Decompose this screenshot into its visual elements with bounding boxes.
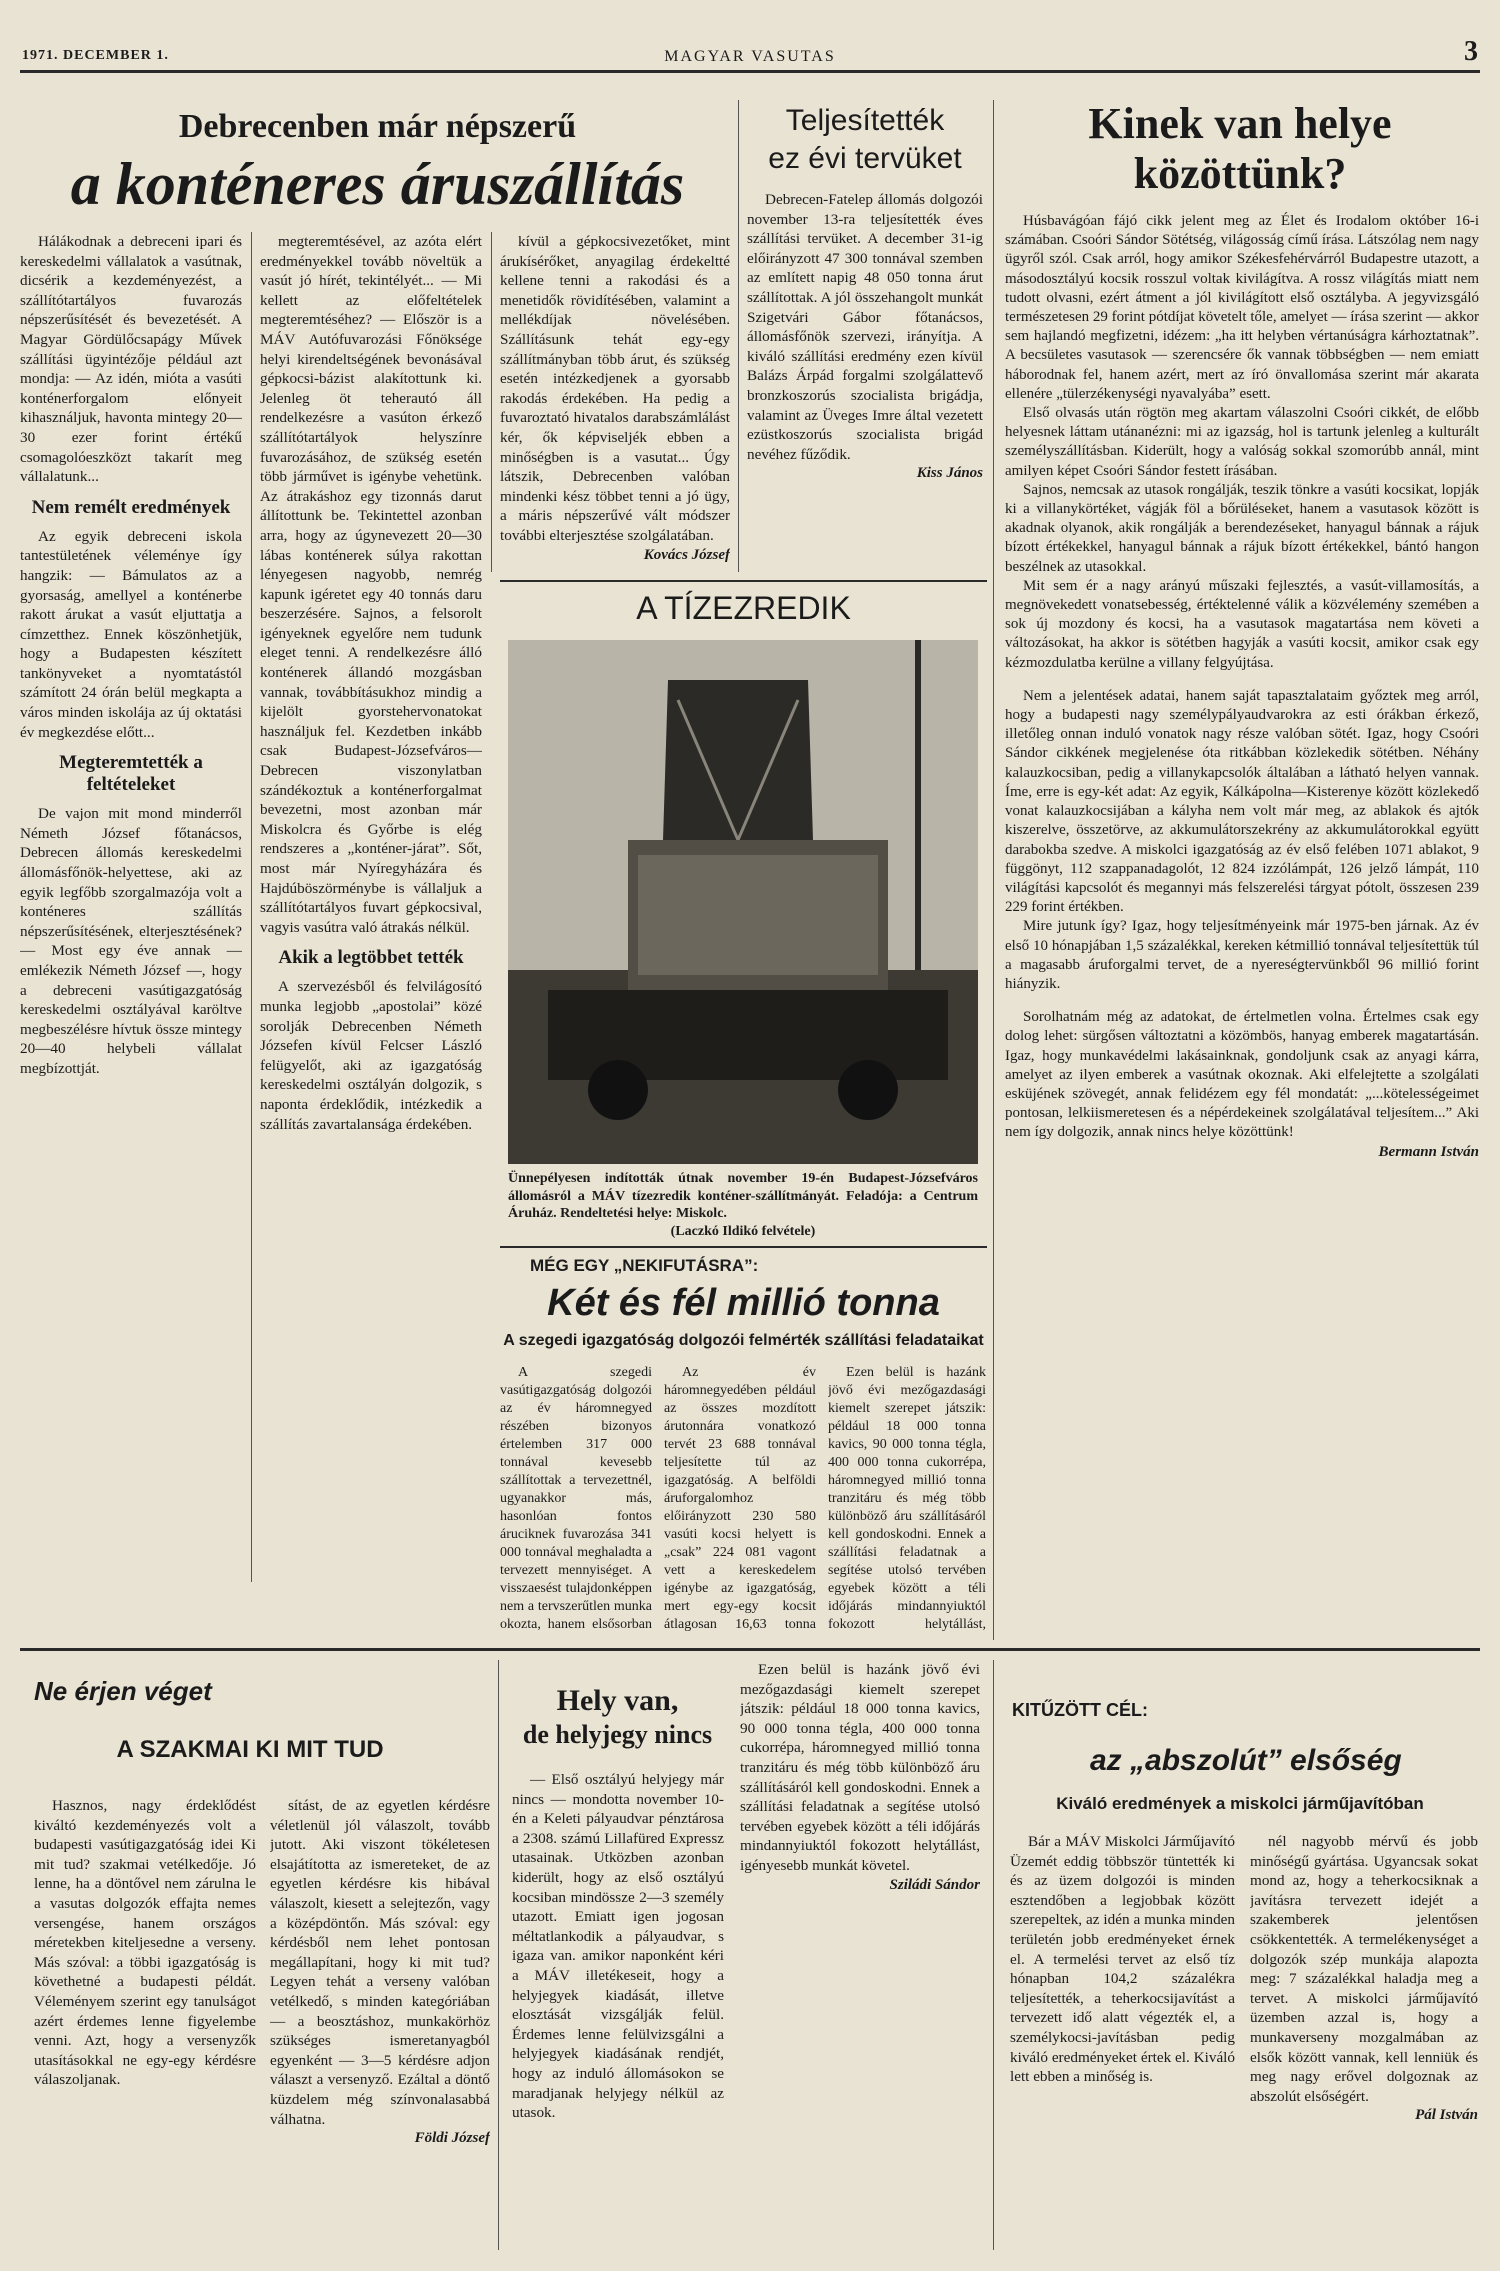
absolute-kicker: KITŰZÖTT CÉL: — [1012, 1700, 1148, 1720]
contest-signature: Földi József — [414, 2130, 490, 2147]
photo-caption — [508, 1170, 978, 1240]
containers-signature: Kovács József — [643, 546, 730, 563]
seat-paragraph-3: Sajnos, nemcsak az utasok rongálják, teszik tönkre a vasúti kocsikat, lopják ki a villanykörtéket, vágják föl a bőrüléseket, hanem a vasutasok között is akadnak olyanok, akik rongálják a berendezéseket, hanyagul bánnak a rájuk bízott értékekkel, hanyagul bánnak a rájuk bízott értékekkel, bántó hangon beszélnek az utasokkal. — [1005, 481, 1479, 575]
container-crane-photo — [508, 640, 978, 1164]
million-column-3 — [828, 1364, 986, 1634]
seats-continued-text: Ezen belül is hazánk jövő évi mezőgazdasági kiemelt szerepet játszik: például 18 000 tonna kavics, 90 000 tonna tégla, 400 000 tonna cukorrépa, háromnegyed millió tonna tranzitáru és még több különböző áru szállításáról kell gondoskodni. Ennek a szállítási feladatnak a segítése utolsó tervében egyebek között a téli időjárás mindannyiuktól fokozott helytállást, igényesebb munkát követel. — [740, 1661, 980, 1874]
plan-title-1: Teljesítették — [785, 104, 945, 137]
column-rule — [993, 100, 994, 1640]
plan-signature: Kiss János — [916, 465, 983, 482]
containers-subhead-3: Akik a legtöbbet tették — [278, 947, 464, 969]
seat-title-2: közöttünk? — [1133, 149, 1347, 198]
seat-signature: Bermann István — [1378, 1143, 1479, 1160]
million-text-3: Ezen belül is hazánk jövő évi mezőgazdasági kiemelt szerepet játszik: például 18 000 tonna kavics, 90 000 tonna tégla, 400 000 tonna cukorrépa, háromnegyed millió tonna tranzitáru és még több különböző áru szállításáról kell gondoskodni. Ennek a szállítási feladatnak a segítése utolsó tervében egyebek között a téli időjárás mindannyiuktól fokozott helytállást, — [828, 1365, 986, 1632]
containers-subhead-1: Nem remélt eredmények — [31, 496, 231, 518]
containers-body-1b: Az egyik debreceni iskola tantestületének véleménye így hangzik: — Bámulatos az a gyorsaság, amellyel a konténerbe rakott árukat a vasút eljuttatja a címzetthez. Ennek köszönhetjük, hogy a Budapesten készített tankönyveket a nyomtatástól számított 24 órán belül megkapta a város minden iskolája az új oktatási év megkezdése előtt... — [20, 527, 242, 741]
seats-text-1: — Első osztályú helyjegy már nincs — mondotta november 10-én a Keleti pályaudvar pénztárosa a 2308. számú Lillafüred Expressz utasainak. Utközben azonban kiderült, hogy az első osztályú kocsiban mindössze 2—3 személy utazott. Emiatt igen jogosan méltatlankodik a pályaudvar, s igaza van. amikor naponként kéri a MÁV illetékeseit, hogy a helyjegyek kiadását, illetve elosztását vizsgálják felül. Érdemes lenne felülvizsgálni a helyjegyek kiadásának rendjét, hogy az induló állomásokon se maradjanak helyjegy nélkül az utasok. — [512, 1771, 724, 2122]
absolute-signature: Pál István — [1415, 2107, 1478, 2124]
plan-text: Debrecen-Fatelep állomás dolgozói november 13-ra teljesítették éves szállítási tervüket. A december 31-ig előirányzott 47 300 tonnával szemben az említett napig 48 050 tonna árut szállítottak. A jól összehangolt munkát Szigetvári Gábor főtanácsos, állomásfőnök szervezi, irányítja. A kiváló szállítási eredmény ezen kívül Balázs Árpád forgalmi szolgálattevő bronzkoszorús szocialista brigádja, valamint az Üveges Imre által vezetett ezüstkoszorús szocialista brigád nevéhez fűződik. — [747, 191, 983, 463]
contest-text-1: Hasznos, nagy érdeklődést kiváltó kezdeményezés volt a budapesti vasútigazgatóság idei Ki mit tud? szakmai vetélkedője. Jó lenne, ha a döntővel nem zárulna le a vasutas dolgozók effajta nemes versengése, hanem országos méretekben kiteljesedne a verseny. Más szóval: a többi igazgatóság is követhetné a budapesti példát. Véleményem szerint egy tanulságot azért érdemes lenne figyelembe venni. Azt, hogy a versenyzők utasításokkal ne egy-egy kérdésre válaszoljanak. — [34, 1797, 256, 2089]
lower-section-rule — [20, 1648, 1480, 1651]
contest-kicker: Ne érjen véget — [34, 1676, 212, 1706]
absolute-subtitle: Kiváló eredmények a miskolci járműjavítóban — [1056, 1794, 1424, 1813]
plan-title-2: ez évi tervüket — [768, 142, 962, 175]
contest-column-2 — [270, 1796, 490, 2256]
million-subtitle: A szegedi igazgatóság dolgozói felmérték szállítási feladataikat — [503, 1332, 984, 1349]
photo-caption-text: Ünnepélyesen indították útnak november 19-én Budapest-Józsefváros állomásról a MÁV tízezredik konténer-szállítmányát. Feladója: a Centrum Áruház. Rendeltetési helye: Miskolc. — [508, 1171, 978, 1221]
section-rule — [500, 580, 987, 582]
contest-column-1 — [34, 1796, 256, 2256]
seat-paragraph-1: Húsbavágóan fájó cikk jelent meg az Élet és Irodalom október 16-i számában. Csoóri Sándor Sötétség, világosság című írása. Látszólag nem nagy ügyről szól. Csak arról, hogy amikor Székesfehérvárról Budapestre utazott, a másodosztályú kocsik rosszul voltak kivilágítva. A rossz világítás miatt nem tudott olvasni, ezért átment a jól kivilágított első osztályba. A jegyvizsgáló természetesen 29 forint pótdíjat követelt tőle, amelyet — írása szerint — akkor sem hajlandó megfizetni, idézem: „ha itt helyben vértanúságra kárhoztatnak”. A becsületes vasutasok — szerencsére ők vannak többségben — nem emiatt háborodnak fel, hanem azért, mert az író önvallomása szerint már akarata ellenére „tülerzékenységi nyavalyába” esett. — [1005, 213, 1479, 402]
containers-subhead-2: Megteremtették a feltételeket — [59, 752, 203, 796]
column-rule — [491, 232, 492, 572]
masthead-rule — [20, 70, 1480, 73]
section-rule — [500, 1246, 987, 1248]
absolute-text-2: nél nagyobb mérvű és jobb minőségű gyártása. Ugyancsak sokat mond az, hogy a teherkocsiknak a javításra tervezett idejét a szakemberek jelentősen csökkentették. A termelékenységet a dolgozók szép munkája alapozta meg: 7 százalékkal haladja meg a tervet. A miskolci járműjavító üzemben azzal is, hogy a munkaverseny mozgalmában az elsők között vannak, kell lenniük és meg nagy erővel dolgoznak az abszolút elsőségért. — [1250, 1833, 1478, 2105]
absolute-title: az „abszolút” elsőség — [1090, 1744, 1402, 1777]
seat-paragraph-4: Mit sem ér a nagy arányú műszaki fejlesztés, a vasút-villamosítás, a megnövekedett vonatsebesség, értéktelenné válik a közvélemény szemében a sok új mozdony és kocsi, ha a vasutasok magatartása nem követi a változásokat, ha akkor is sötétben hagyják a vasúti kocsit, amikor csak egy kézmozdulatba kerülne a villany felgyújtása. — [1005, 577, 1479, 671]
masthead-date: 1971. DECEMBER 1. — [22, 48, 169, 63]
million-title: Két és fél millió tonna — [547, 1282, 940, 1324]
masthead-paper: MAGYAR VASUTAS — [664, 48, 836, 65]
seat-paragraph-5: Nem a jelentések adatai, hanem saját tapasztalataim győztek meg arról, hogy a budapesti nagy személypályaudvarokra az esti órákban érkező, illetőleg onnan induló vonatok nagy része valóban sötét. Igaz, hogy Csoóri Sándor cikkének megjelenése óta ritkábban közlekedik sötétben. Néhány kalauzkocsiban, pedig a villanykapcsolók általában a látható helyen vannak. Íme, erre is egy-két adat: Az egyik, Kálkápolna—Kisterenye között közlekedő vonat kalauzkocsijában a kályha nem volt már meg, az ablakok és ajtók kiszerelve, összetörve, az akkumulátorszekrény az akkumulátorokkal együtt darabokba szedve. A miskolci igazgatóság az év első felében 1071 ablakot, 9 függönyt, 112 szappanadagolót, 12 824 izzólámpát, 126 jelző lámpát, 110 világítási kapcsolót és megannyi más felszerelési tárgyat pótolt, összesen 239 229 forint értékben. — [1005, 687, 1479, 916]
absolute-column-2 — [1250, 1832, 1478, 2252]
containers-kicker: Debrecenben már népszerű — [178, 108, 577, 145]
column-rule — [993, 1660, 994, 2250]
containers-title: a konténeres áruszállítás — [70, 151, 685, 217]
seats-title-2: de helyjegy nincs — [522, 1720, 713, 1749]
containers-body-2: megteremtésével, az azóta elért eredményekkel tovább növeltük a vasút jó hírét, tekintélyét... — Mi kellett az előfeltételek megteremtéséhez? — Először is a MÁV Autófuvarozási Főnöksége helyi kirendeltségének bevonásával gépkocsi-bázist alakítottunk ki. Jelenleg öt teherautó áll rendelkezésre a vasúton érkező szállítótartályok helyszínre fuvarozásához, de szükség esetén több járművet is igénybe vehetünk. Az átrakáshoz egy tizonnás darut állítottunk be. Tekintettel azonban arra, hogy az úgynevezett 20—30 lábas konténerek súlya rakottan lényegesen nagyobb, nemrég kapunk igéretet egy 40 tonnás daru beszerzésére. Sajnos, a felsorolt igényeknek egyelőre nem tudunk eleget tenni. A rendelkezésre álló konténerek állandó mozgásban vannak, továbbításukhoz mindig a kijelölt gyorstehervonatokat használjuk fel. Kezdetben inkább csak Budapest-Józsefváros—Debrecen viszonylatban szándékoztuk a konténerforgalmat bevezetni, most azonban már Miskolcra és Győrbe is elég rendszeres a „konténer-járat”. Sőt, most már Nyíregyházára és Hajdúböszörménybe is vállaljuk a szállítótartályos fuvart gépkocsival, vagyis vasútra való átrakás nélkül. — [260, 233, 482, 936]
seat-paragraph-6: Mire jutunk így? Igaz, hogy teljesítményeink már 1975-ben járnak. Az év első 10 hónapjában 1,5 százalékkal, kereken kétmillió tonnával teljesítettük túl a magasabb áruforgalmi tervet, de a nyereségtervünkből 96 millió forint hiányzik. — [1005, 918, 1479, 992]
column-rule — [251, 232, 252, 1582]
containers-intro: Hálákodnak a debreceni ipari és kereskedelmi vállalatok a vasútnak, dicsérik a kezdeményezést, a szállítótartályos fuvarozás népszerűsítését és bevezetését. A Magyar Gördülőcsapágy Művek szállítási ügyintézője például azt mondja: — Az idén, mióta a vasúti konténerforgalom előnyeit kihasználjuk, havonta mintegy 20—30 ezer forint értékű csomagolóeszközt takarít meg vállalatunk... — [20, 233, 242, 486]
seats-signature: Sziládi Sándor — [889, 1876, 980, 1893]
containers-column-1 — [20, 232, 242, 1582]
column-rule — [738, 100, 739, 572]
seat-paragraph-7: Sorolhatnám még az adatokat, de értelmetlen volna. Értelmes csak egy dolog lehet: sürgősen változtatni a közömbös, hanyag emberek magatartásán. Igaz, hogy munkavédelmi lakásainknak, gondoljunk csak az anyagi kárra, amelyet az ilyen emberek a vasútnak okoznak. Aki elfelejtette a szolgálati esküjének szövegét, annak felidézem egy fél mondatát: „...kötelességeimet pontosan, lelkiismeretesen és a népérdekeinek szolgálatával teljesítem...” Aki nem így dolgozik, annak nincs helye közöttünk! — [1005, 1009, 1479, 1141]
million-column-2 — [664, 1364, 816, 1634]
seat-title-1: Kinek van helye — [1088, 99, 1392, 148]
million-column-1 — [500, 1364, 652, 1634]
seat-body — [1005, 212, 1479, 1637]
seats-column-2 — [740, 1660, 980, 2250]
column-rule — [498, 1660, 499, 2250]
seat-paragraph-2: Első olvasás után rögtön meg akartam válaszolni Csoóri cikkét, de előbb helyesnek láttam utánanézni: mi az igazság, hol is tartunk jelenleg a kulturált személyszállításban. Kiderült, hogy a valóság sokkal szomorúbb annál, mint amilyen képet Csoóri Sándor festett írásában. — [1005, 405, 1479, 479]
page-number: 3 — [1464, 36, 1478, 67]
crane-photo-illustration — [508, 640, 978, 1164]
contest-title: A SZAKMAI KI MIT TUD — [116, 1736, 384, 1763]
million-text-1: A szegedi vasútigazgatóság dolgozói az év háromnegyed részében bizonyos értelemben 317 000 tonnával kevesebb szállítottak a tervezettnél, ugyanakkor más, hasonlóan fontos áruciknek fuvarozása 341 000 tonnával meghaladta a tervezett mennyiséget. A visszaesést tulajdonképpen nem a tervszerűtlen munka okozta, hanem elsősorban — [500, 1365, 652, 1632]
plan-body — [747, 190, 983, 580]
containers-column-3 — [500, 232, 730, 572]
absolute-column-1 — [1010, 1832, 1235, 2252]
containers-body-2b: A szervezésből és felvilágosító munka legjobb „apostolai” közé sorolják Debrecenben Németh Józsefen kívül Felcser László felügyelőt, aki az igazgatóság kereskedelmi osztályán dolgozik, s naponta érdeklődik, intézkedik a szállítás zavartalansága érdekében. — [260, 978, 482, 1133]
photo-title: A TÍZEZREDIK — [636, 590, 851, 626]
containers-column-2 — [260, 232, 482, 1582]
million-kicker: MÉG EGY „NEKIFUTÁSRA”: — [530, 1256, 759, 1275]
containers-body-3: kívül a gépkocsivezetőket, mint árukísérőket, anyagilag érdekeltté kellene tenni a rakodási és a menetidők rövidítésében, valamint a mellékdíjak növelésében. Szállításunk tehát egy-egy szállítmányban több árut, és szükség esetén intézkedjenek a gyorsabb rakodás érdekében. Ha pedig a fuvaroztató hivatalos darabszámlálást kér, ők képviseljék ebben a minőségben is a vasutat... Úgy látszik, Debrecenben valóban mindenki kész többet tenni a jó ügy, a máris népszerűvé vált módszer további elterjesztése szolgálatában. — [500, 233, 730, 544]
absolute-text-1: Bár a MÁV Miskolci Járműjavító Üzemét eddig többször tüntették ki és az üzem dolgozói is minden esztendőben a legjobbak között szerepeltek, az idén a munka minden területén jobb eredményeket érnek el. A termelési tervet az első tíz hónapban 104,2 százalékra teljesítették, a teherkocsijavítást a tervezett idő alatt végezték el, a személykocsi-javításban pedig kiváló eredményeket értek el. Kiváló lett ebben a minőség is. — [1010, 1833, 1235, 2086]
seats-title-1: Hely van, — [556, 1684, 679, 1717]
million-text-2: Az év háromnegyedében például az összes mozdított árutonnára vonatkozó tervét 23 688 tonnával teljesítette túl az igazgatóság. A belföldi áruforgalomhoz előirányzott 230 580 vasúti kocsi helyett is „csak” 224 081 vagont vett a kereskedelem igénybe az igazgatóság, mert egy-egy kocsit átlagosan 16,63 tonna — [664, 1365, 816, 1632]
photo-credit: (Laczkó Ildikó felvétele) — [670, 1223, 816, 1239]
containers-body-1c: De vajon mit mond minderről Németh József főtanácsos, Debrecen állomás kereskedelmi állomásfőnök-helyettese, aki az egyik legfőbb szorgalmazója volt a konténeres szállítás népszerűsítésének, elterjesztésének? — Most egy éve annak — emlékezik Németh József —, hogy a debreceni vasútigazgatóság kereskedelmi osztályával karöltve megbeszélésre hívtuk össze mintegy 20—40 helybeli vállalat megbízottját. — [20, 805, 242, 1077]
seats-column-1 — [512, 1770, 724, 2250]
contest-text-2: sítást, de az egyetlen kérdésre véletlenül jól válaszolt, tovább jutott. Aki viszont tökéletesen elsajátította az ismereteket, de az egyetlen kérdésre kis hibával válaszolt, kiesett a selejtezőn, vagy a középdöntőn. Más szóval: egy kérdésből nem lehet pontosan megállapítani, hogy ki mit tud? Legyen tehát a verseny valóban vetélkedő, s minden kategóriában — a beosztáshoz, munkakörhöz szükséges ismeretanyagból egyenként — 3—5 kérdésre adjon választ a versenyző. Ezáltal a döntő küzdelem még színvonalasabbá válhatna. — [270, 1797, 490, 2128]
